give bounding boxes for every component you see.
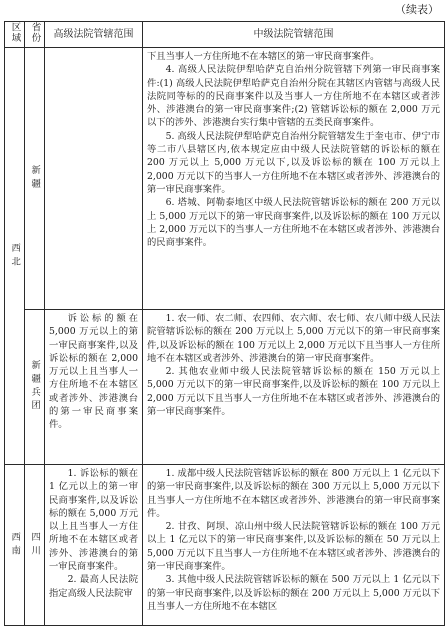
continued-label: （续表） [395,3,439,16]
table-row [5,465,445,626]
mid-court-paragraph: 1. 成都中级人民法院管辖诉讼标的额在 800 万元以上 1 亿元以下的第一审民商事案件,以及诉讼标的额在 300 万元以上 5,000 万元以下且当事人一方住所地不在本辖区或者涉外、涉港澳台的第一审民商事案件。 [147,468,440,519]
mid-court-paragraph: 5. 高级人民法院伊犁哈萨克自治州分院管辖发生于奎屯市、伊宁市等二市八县辖区内,依本规定应由中级人民法院管辖的诉讼标的额在 200 万元以上 5,000 万元以下,以及诉讼标的额在 100 万元以上 2,000 万元以下的当事人一方住所地不在本辖区或者涉外、涉港澳台的第一审民商事案件。 [147,130,440,195]
high-court-xinjiang [45,48,143,310]
mid-court-paragraph: 3. 其他中级人民法院管辖诉讼标的额在 500 万元以上 1 亿元以下的第一审民商事案件,以及诉讼标的额在 200 万元以上 5,000 万元以下且当事人一方住所地不在本辖区 [147,574,440,612]
header-province: 省份 [25,22,45,48]
header-region: 区域 [5,22,25,48]
mid-court-xinjiang-corps [143,310,445,465]
mid-court-paragraph: 2. 其他农业师中级人民法院管辖诉讼标的额在 150 万元以上 5,000 万元以下的第一审民商事案件,以及诉讼标的额在 100 万元以上 2,000 万元以下且当事人一方住所地不在本辖区或者涉外、涉港澳台的第一审民商事案件。 [147,366,440,418]
high-court-sichuan [45,465,143,626]
high-court-xinjiang-corps [45,310,143,465]
mid-court-sichuan [143,465,445,626]
jurisdiction-table [4,21,445,626]
mid-court-paragraph: 下且当事人一方住所地不在本辖区的第一审民商事案件。 [147,51,380,62]
high-court-paragraph: 诉讼标的额在 5,000 万元以上的第一审民商事案件,以及诉讼标的额在 2,000 万元以上且当事人一方住所地不在本辖区或者涉外、涉港澳台的第一审民商事案件。 [49,313,138,431]
province-xinjiang: 新疆 [25,48,45,310]
mid-court-paragraph: 4. 高级人民法院伊犁哈萨克自治州分院管辖下列第一审民商事案件:(1) 高级人民法院伊犁哈萨克自治州分院在其辖区内管辖与高级人民法院同等标的的民商事案件以及当事人一方住所地不在本辖区或者涉外、涉港澳台的第一审民商事案件;(2) 管辖诉讼标的额在 2,000 万元以下的涉外、涉港澳台实行集中管辖的五类民商事案件。 [147,64,440,129]
mid-court-paragraph: 1. 农一师、农二师、农四师、农六师、农七师、农八师中级人民法院管辖诉讼标的额在 200 万元以上 5,000 万元以下的第一审民商事案件,以及诉讼标的额在 100 万元以上 2,000 万元以下且当事人一方住所地不在本辖区或者涉外、涉港澳台的第一审民商事案件。 [147,313,440,364]
mid-court-paragraph: 6. 塔城、阿勒泰地区中级人民法院管辖诉讼标的额在 200 万元以上 5,000 万元以下的第一审民商事案件,以及诉讼标的额在 100 万元以上 2,000 万元以下的当事人一方住所地不在本辖区或者涉外、涉港澳台的民商事案件。 [147,197,440,249]
mid-court-xinjiang [143,48,445,310]
province-sichuan: 四川 [25,465,45,626]
mid-court-paragraph: 2. 甘孜、阿坝、凉山州中级人民法院管辖诉讼标的额在 100 万元以上 1 亿元以下的第一审民商事案件,以及诉讼标的额在 50 万元以上 5,000 万元以下且当事人一方住所地不在本辖区或者涉外、涉港澳台的第一审民商事案件。 [147,521,440,573]
table-header-row [5,22,445,48]
table-row [5,48,445,310]
region-northwest: 西北 [5,48,25,465]
region-southwest: 西南 [5,465,25,626]
header-high-court: 高级法院管辖范围 [45,22,143,48]
province-xinjiang-corps: 新疆兵团 [25,310,45,465]
table-row [5,310,445,465]
header-mid-court: 中级法院管辖范围 [143,22,445,48]
high-court-paragraph: 2. 最高人民法院指定高级人民法院审 [49,574,138,599]
high-court-paragraph: 1. 诉讼标的额在 1 亿元以上的第一审民商事案件,以及诉讼标的额在 5,000 万元以上且当事人一方住所地不在本辖区或者涉外、涉港澳台的第一审民商事案件。 [49,468,138,573]
